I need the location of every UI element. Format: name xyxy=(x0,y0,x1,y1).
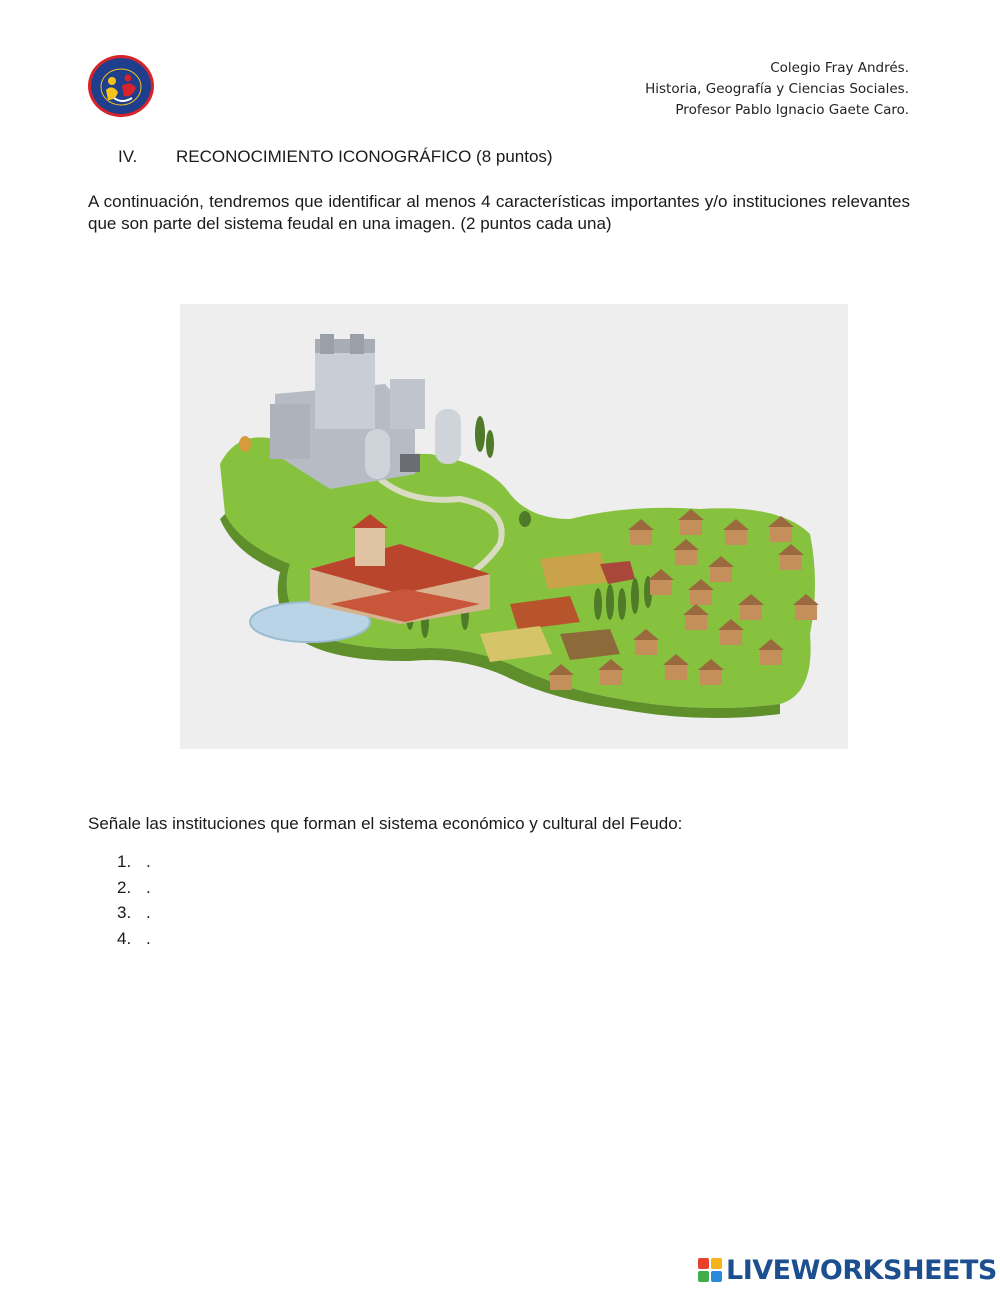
list-item[interactable] xyxy=(117,926,151,952)
answer-field[interactable]: . xyxy=(146,903,151,922)
teacher-name: Profesor Pablo Ignacio Gaete Caro. xyxy=(675,102,909,118)
department-name: Historia, Geografía y Ciencias Sociales. xyxy=(645,81,909,97)
answer-list xyxy=(117,849,151,951)
list-item[interactable] xyxy=(117,849,151,875)
answer-field[interactable]: . xyxy=(146,928,151,948)
question-text: Señale las instituciones que forman el sistema económico y cultural del Feudo: xyxy=(88,814,683,833)
instructions-paragraph: A continuación, tendremos que identificar al menos 4 características importantes y/o instituciones relevantes que son parte del sistema feudal en una imagen. (2 puntos cada una) xyxy=(88,192,910,233)
school-crest-icon xyxy=(86,54,156,118)
section-number: IV. xyxy=(118,147,138,166)
school-name: Colegio Fray Andrés. xyxy=(770,60,909,76)
list-item-number: 1. xyxy=(117,852,132,871)
feudal-manor-illustration xyxy=(180,304,848,749)
brand-blocks-icon xyxy=(698,1258,722,1282)
school-header xyxy=(645,58,909,121)
section-title xyxy=(118,147,553,167)
brand-text: LIVEWORKSHEETS xyxy=(726,1254,997,1286)
answer-field[interactable]: . xyxy=(146,852,151,871)
list-item-number: 3. xyxy=(117,903,132,922)
list-item-number: 4. xyxy=(117,928,132,948)
section-heading: RECONOCIMIENTO ICONOGRÁFICO (8 puntos) xyxy=(176,147,553,166)
answer-field[interactable]: . xyxy=(146,877,151,897)
liveworksheets-logo xyxy=(698,1255,997,1285)
list-item-number: 2. xyxy=(117,877,132,897)
list-item[interactable] xyxy=(117,900,151,926)
list-item[interactable] xyxy=(117,875,151,901)
